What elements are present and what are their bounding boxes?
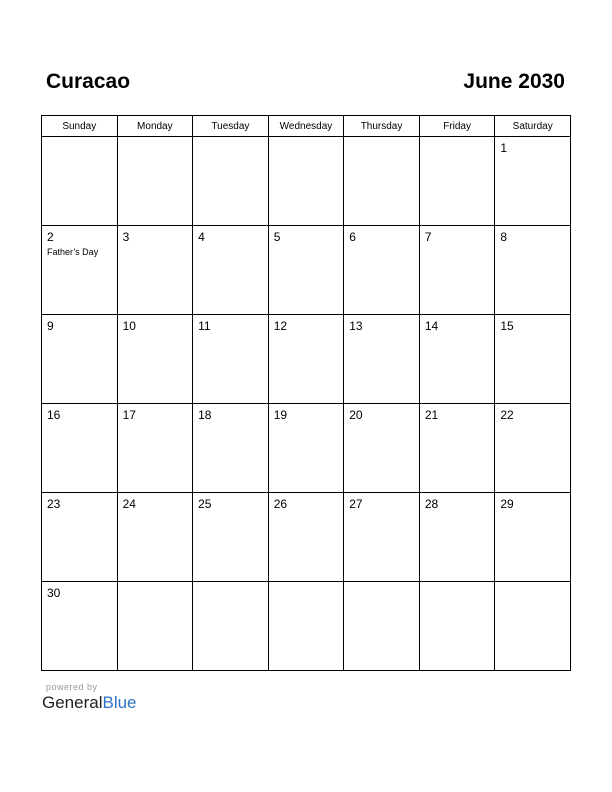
week-row	[42, 582, 571, 671]
day-cell	[495, 137, 571, 226]
day-cell-content	[420, 137, 495, 145]
day-cell-content	[269, 582, 344, 590]
day-cell-content	[420, 493, 495, 515]
day-cell-content	[118, 582, 193, 590]
day-cell-content	[495, 315, 570, 337]
day-cell	[268, 404, 344, 493]
day-number: 22	[500, 408, 514, 422]
day-cell	[117, 493, 193, 582]
day-cell	[42, 226, 118, 315]
day-cell-content	[269, 493, 344, 515]
day-cell-content	[344, 582, 419, 590]
day-cell-content	[42, 582, 117, 604]
day-cell	[117, 404, 193, 493]
day-cell-content	[269, 226, 344, 248]
day-cell	[495, 582, 571, 671]
day-cell	[42, 315, 118, 404]
day-cell	[42, 137, 118, 226]
day-cell-content	[42, 493, 117, 515]
calendar-country-title: Curacao	[46, 70, 131, 93]
day-cell-content	[420, 315, 495, 337]
day-cell-content	[269, 404, 344, 426]
day-cell	[495, 404, 571, 493]
day-cell-content	[420, 226, 495, 248]
day-cell-content	[344, 137, 419, 145]
day-cell	[117, 315, 193, 404]
day-cell	[268, 226, 344, 315]
day-cell-content	[420, 582, 495, 590]
day-number: 3	[122, 230, 130, 244]
holiday-label: Father’s Day	[47, 247, 99, 257]
day-cell	[42, 582, 118, 671]
day-cell	[419, 493, 495, 582]
day-number: 17	[122, 408, 136, 422]
day-cell	[42, 404, 118, 493]
day-cell	[419, 137, 495, 226]
day-number: 18	[198, 408, 212, 422]
day-cell	[268, 137, 344, 226]
day-cell-content	[269, 315, 344, 337]
day-cell	[495, 226, 571, 315]
day-number: 9	[47, 319, 54, 333]
day-number: 2	[47, 230, 54, 244]
week-row	[42, 137, 571, 226]
day-number: 25	[198, 497, 212, 511]
calendar-month-title: June 2030	[463, 70, 565, 93]
day-cell	[268, 315, 344, 404]
day-number: 4	[198, 230, 205, 244]
day-cell	[193, 226, 269, 315]
day-number: 1	[500, 141, 508, 155]
day-cell	[117, 582, 193, 671]
day-number: 27	[349, 497, 363, 511]
day-number: 21	[424, 408, 439, 422]
day-cell	[419, 315, 495, 404]
day-cell	[495, 493, 571, 582]
day-cell	[193, 137, 269, 226]
weekday-header-row	[42, 116, 571, 137]
weekday-header: Sunday	[42, 116, 118, 137]
day-cell	[193, 404, 269, 493]
day-cell	[117, 137, 193, 226]
day-cell	[193, 493, 269, 582]
day-number: 20	[349, 408, 363, 422]
day-cell-content	[344, 404, 419, 426]
day-cell	[344, 226, 420, 315]
day-cell-content	[42, 404, 117, 426]
day-cell	[344, 582, 420, 671]
day-number: 23	[47, 497, 61, 511]
day-cell	[344, 315, 420, 404]
day-cell	[42, 493, 118, 582]
day-number: 26	[273, 497, 288, 511]
weekday-header: Friday	[419, 116, 495, 137]
day-cell-content	[118, 226, 193, 248]
day-cell	[419, 226, 495, 315]
day-cell-content	[193, 137, 268, 145]
day-cell-content	[42, 137, 117, 145]
powered-by-label: powered by	[46, 682, 98, 692]
day-number: 6	[349, 230, 356, 244]
day-cell	[193, 315, 269, 404]
day-number: 24	[122, 497, 136, 511]
day-cell	[344, 493, 420, 582]
day-cell	[117, 226, 193, 315]
day-cell-content	[495, 582, 570, 590]
day-cell-content	[118, 137, 193, 145]
day-cell-content	[495, 226, 570, 248]
logo-general-text: General	[42, 693, 103, 712]
day-number: 14	[424, 319, 439, 333]
day-cell	[268, 582, 344, 671]
day-cell	[495, 315, 571, 404]
day-cell-content	[193, 493, 268, 515]
day-cell	[419, 404, 495, 493]
weekday-header: Saturday	[495, 116, 571, 137]
day-cell-content	[495, 137, 570, 159]
day-cell-content	[344, 493, 419, 515]
day-number: 15	[500, 319, 514, 333]
day-cell	[419, 582, 495, 671]
week-row	[42, 493, 571, 582]
week-row	[42, 226, 571, 315]
day-cell	[268, 493, 344, 582]
day-cell-content	[269, 137, 344, 145]
day-cell-content	[42, 226, 117, 262]
generalblue-logo	[42, 693, 137, 713]
weekday-header: Monday	[117, 116, 193, 137]
logo-blue-text: Blue	[102, 693, 137, 712]
day-number: 30	[47, 586, 61, 600]
day-number: 19	[273, 408, 288, 422]
day-number: 13	[349, 319, 363, 333]
day-cell-content	[118, 315, 193, 337]
day-number: 12	[273, 319, 288, 333]
day-number: 5	[273, 230, 281, 244]
day-cell-content	[420, 404, 495, 426]
day-cell-content	[344, 226, 419, 248]
day-cell	[193, 582, 269, 671]
day-number: 16	[47, 408, 61, 422]
day-number: 28	[424, 497, 439, 511]
day-number: 29	[500, 497, 514, 511]
weekday-header: Tuesday	[193, 116, 269, 137]
day-number: 10	[122, 319, 136, 333]
day-cell-content	[118, 493, 193, 515]
day-cell	[344, 404, 420, 493]
day-number: 11	[198, 319, 211, 333]
day-cell-content	[193, 582, 268, 590]
day-cell-content	[193, 404, 268, 426]
week-row	[42, 315, 571, 404]
day-cell-content	[118, 404, 193, 426]
day-cell-content	[193, 226, 268, 248]
day-number: 7	[424, 230, 432, 244]
day-cell-content	[495, 493, 570, 515]
weekday-header: Thursday	[344, 116, 420, 137]
calendar-grid	[41, 115, 571, 671]
day-cell-content	[193, 315, 268, 337]
day-cell-content	[495, 404, 570, 426]
weekday-header: Wednesday	[268, 116, 344, 137]
week-row	[42, 404, 571, 493]
day-cell-content	[344, 315, 419, 337]
day-cell-content	[42, 315, 117, 337]
day-cell	[344, 137, 420, 226]
day-number: 8	[500, 230, 508, 244]
